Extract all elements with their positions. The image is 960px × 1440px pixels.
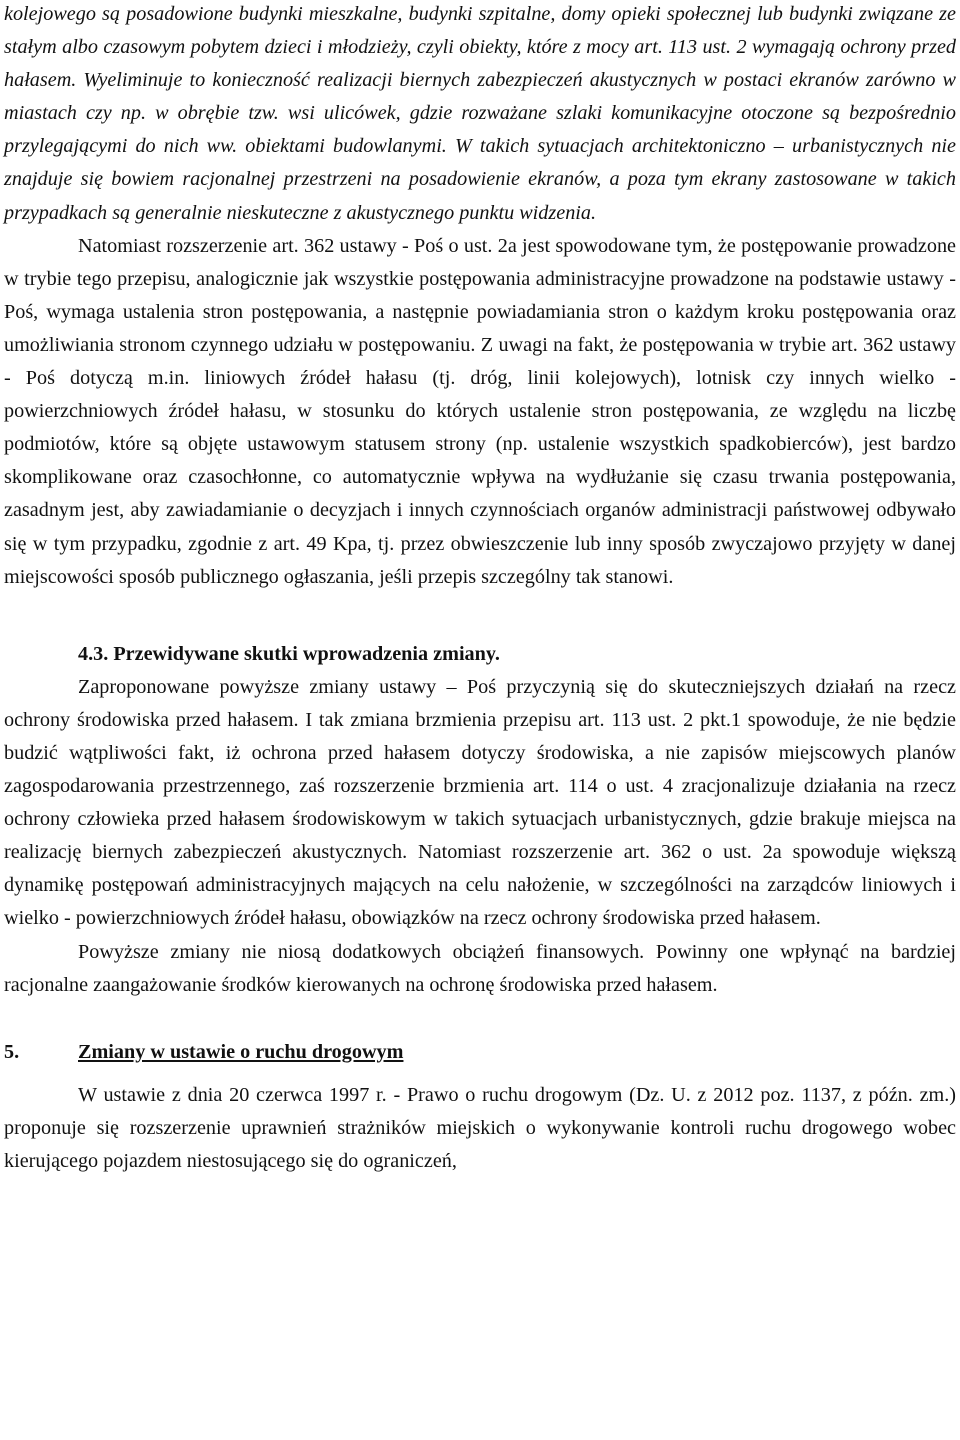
section-heading-4-3: 4.3. Przewidywane skutki wprowadzenia zmiany. xyxy=(78,642,500,665)
section-heading-5 xyxy=(4,1036,956,1069)
section-number: 5. xyxy=(4,1040,20,1063)
paragraph-traffic-law-amendment: W ustawie z dnia 20 czerwca 1997 r. - Prawo o ruchu drogowym (Dz. U. z 2012 poz. 1137, z późn. zm.) proponuje się rozszerzenie uprawnień strażników miejskich o wykonywanie kontroli ruchu drogowego wobec kierującego pojazdem niestosującego się do ograniczeń, xyxy=(4,1083,956,1172)
paragraph-financial-burden: Powyższe zmiany nie niosą dodatkowych obciążeń finansowych. Powinny one wpłynąć na bardziej racjonalne zaangażowanie środków kierowanych na ochronę środowiska przed hałasem. xyxy=(4,940,956,996)
section-title: Zmiany w ustawie o ruchu drogowym xyxy=(78,1040,404,1063)
paragraph-proposed-changes-effects: Zaproponowane powyższe zmiany ustawy – Poś przyczynią się do skuteczniejszych działań na rzecz ochrony środowiska przed hałasem. I tak zmiana brzmienia przepisu art. 113 ust. 2 pkt.1 spowoduje, że nie będzie budzić wątpliwości fakt, iż ochrona przed hałasem dotyczy środowiska, a nie zapisów miejscowych planów zagospodarowania przestrzennego, zaś rozszerzenie brzmienia art. 114 o ust. 4 zracjonalizuje działania na rzecz ochrony człowieka przed hałasem środowiskowym w takich sytuacjach urbanistycznych, gdzie brakuje miejsca na realizację biernych zabezpieczeń akustycznych. Natomiast rozszerzenie art. 362 o ust. 2a spowoduje większą dynamikę postępowań administracyjnych mających na celu nałożenie, w szczególności na zarządców liniowych i wielko - powierzchniowych źródeł hałasu, obowiązków na rzecz ochrony środowiska przed hałasem. xyxy=(4,675,956,930)
paragraph-noise-protection-buildings: kolejowego są posadowione budynki mieszkalne, budynki szpitalne, domy opieki społecznej lub budynki związane ze stałym albo czasowym pobytem dzieci i młodzieży, czyli obiekty, które z mocy art. 113 ust. 2 wymagają ochrony przed hałasem. Wyeliminuje to konieczność realizacji biernych zabezpieczeń akustycznych w postaci ekranów zarówno w miastach czy np. w obrębie tzw. wsi ulicówek, gdzie rozważane szlaki komunikacyjne otoczone są bezpośrednio przylegającymi do nich ww. obiektami budowlanymi. W takich sytuacjach architektoniczno – urbanistycznych nie znajduje się bowiem racjonalnej przestrzeni na posadowienie ekranów, a poza tym ekrany zastosowane w takich przypadkach są generalnie nieskuteczne z akustycznego punktu widzenia. xyxy=(4,3,956,224)
paragraph-art-362-extension: Natomiast rozszerzenie art. 362 ustawy - Poś o ust. 2a jest spowodowane tym, że postępowanie prowadzone w trybie tego przepisu, analogicznie jak wszystkie postępowania administracyjne prowadzone na podstawie ustawy - Poś, wymaga ustalenia stron postępowania, a następnie powiadamiania stron o każdym kroku postępowania oraz umożliwiania stronom czynnego udziału w postępowaniu. Z uwagi na fakt, że postępowania w trybie art. 362 ustawy - Poś dotyczą m.in. liniowych źródeł hałasu (tj. dróg, linii kolejowych), lotnisk czy innych wielko - powierzchniowych źródeł hałasu, w stosunku do których ustalenie stron postępowania, ze względu na liczbę podmiotów, które są objęte ustawowym statusem strony (np. ustalenie wszystkich spadkobierców), jest bardzo skomplikowane oraz czasochłonne, co automatycznie wpływa na wydłużanie się czasu trwania postępowania, zasadnym jest, aby zawiadamianie o decyzjach i innych czynnościach organów administracji państwowej odbywało się w tym przypadku, zgodnie z art. 49 Kpa, tj. przez obwieszczenie lub inny sposób zwyczajowo przyjęty w danej miejscowości sposób publicznego ogłaszania, jeśli przepis szczególny tak stanowi. xyxy=(4,234,956,588)
